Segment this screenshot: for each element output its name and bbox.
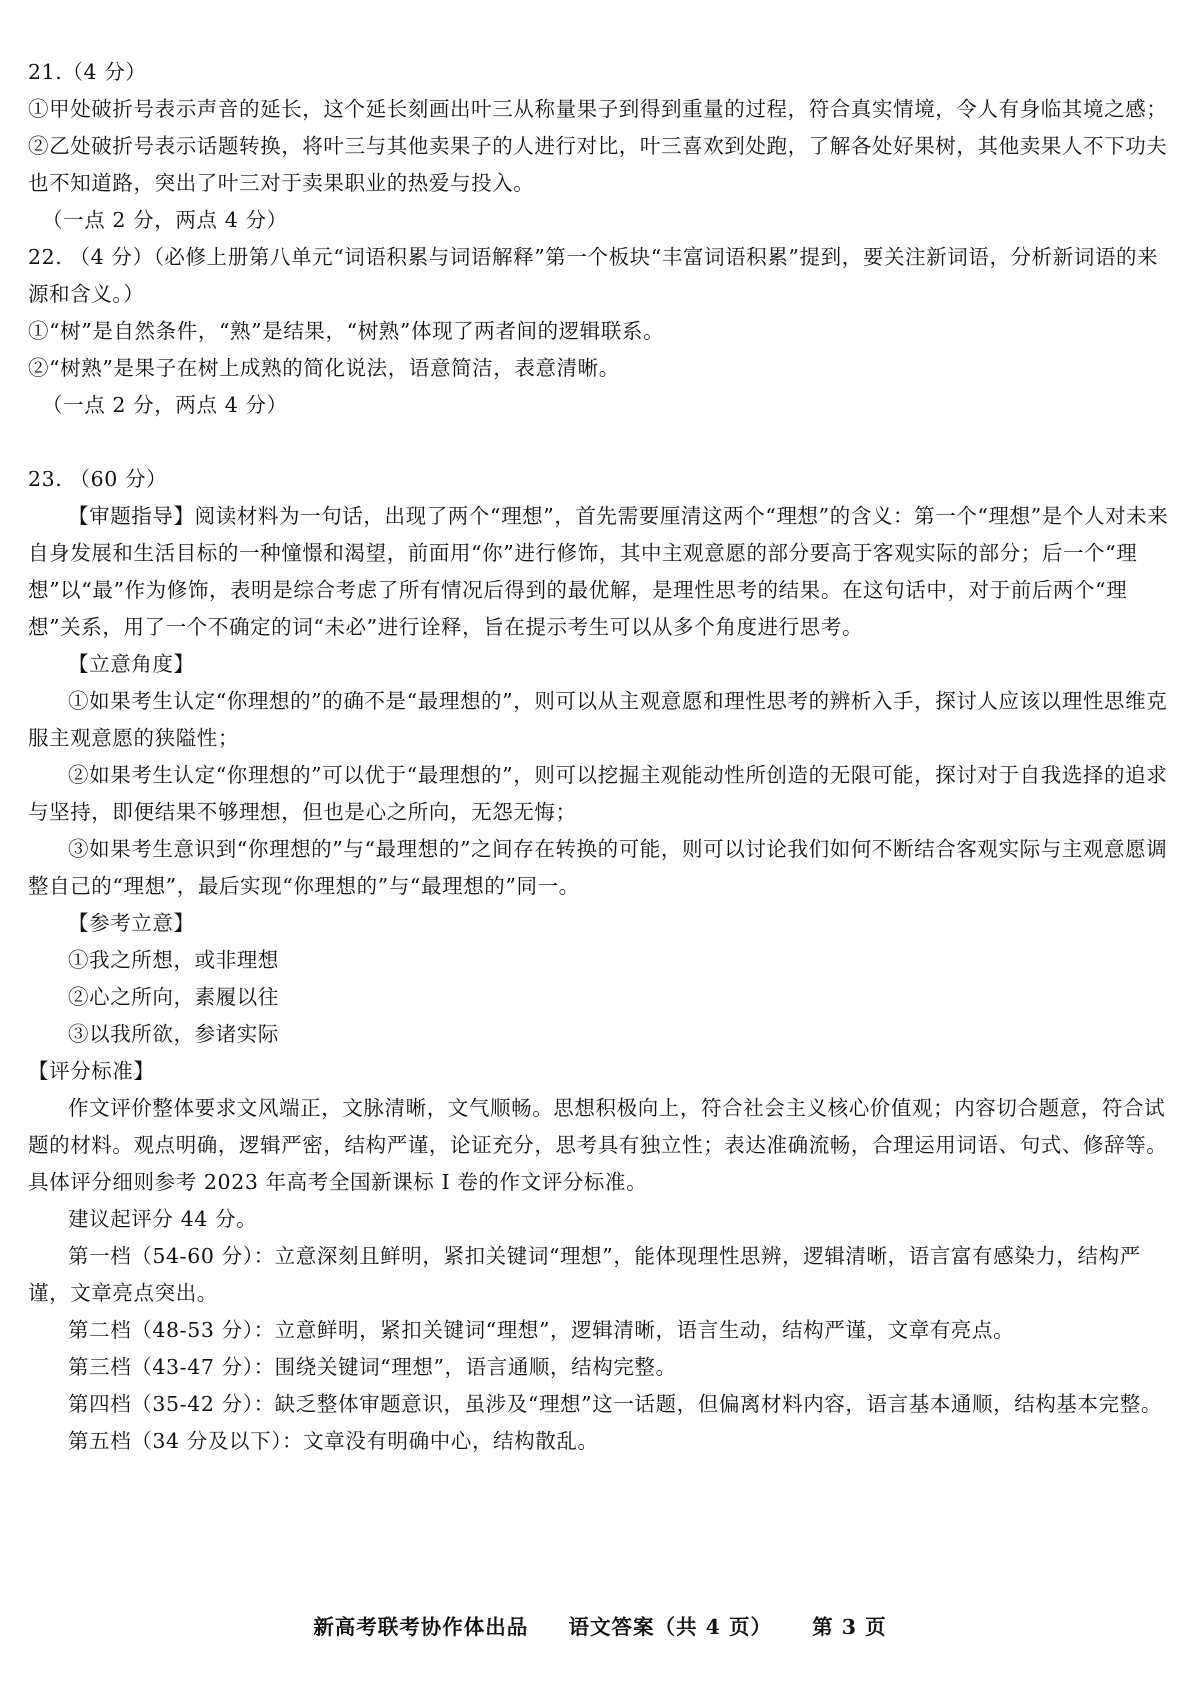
q23-header: 23. （60 分） <box>28 467 168 491</box>
q23-ref-2: ②心之所向，素履以往 <box>68 985 279 1009</box>
q23-criteria-text: 作文评价整体要求文风端正，文脉清晰，文气顺畅。思想积极向上，符合社会主义核心价值观；内容切合题意，符合试题的材料。观点明确，逻辑严密，结构严谨，论证充分，思考具有独立性；表达准确流畅，合理运用词语、句式、修辞等。具体评分细则参考 2023 年高考全国新课标 I 卷的作文评分标准。 <box>28 1096 1168 1194</box>
q23-ref-1: ①我之所想，或非理想 <box>68 948 279 972</box>
section-spacer <box>28 424 1178 461</box>
q23-criteria-title: 【评分标准】 <box>28 1059 155 1083</box>
question-22 <box>28 239 1178 424</box>
q23-tier-3: 第三档（43-47 分）：围绕关键词“理想”，语言通顺，结构完整。 <box>68 1355 677 1379</box>
q23-tier-4: 第四档（35-42 分）：缺乏整体审题意识，虽涉及“理想”这一话题，但偏离材料内容，语言基本通顺，结构基本完整。 <box>68 1392 1162 1416</box>
q23-guide: 【审题指导】阅读材料为一句话，出现了两个“理想”，首先需要厘清这两个“理想”的含义：第一个“理想”是个人对未来自身发展和生活目标的一种憧憬和渴望，前面用“你”进行修饰，其中主观意愿的部分要高于客观实际的部分；后一个“理想”以“最”作为修饰，表明是综合考虑了所有情况后得到的最优解，是理性思考的结果。在这句话中，对于前后两个“理想”关系，用了一个不确定的词“未必”进行诠释，旨在提示考生可以从多个角度进行思考。 <box>28 504 1169 639</box>
question-23 <box>28 461 1178 1460</box>
q23-ref-3: ③以我所欲，参诸实际 <box>68 1022 279 1046</box>
footer-page-number: 第 3 页 <box>812 1615 887 1639</box>
page-content <box>28 54 1178 1460</box>
q22-point-1: ①“树”是自然条件，“熟”是结果，“树熟”体现了两者间的逻辑联系。 <box>28 319 665 343</box>
q22-point-2: ②“树熟”是果子在树上成熟的简化说法，语意简洁，表意清晰。 <box>28 356 620 380</box>
page-footer <box>0 1610 1200 1640</box>
q21-header: 21.（4 分） <box>28 60 147 84</box>
q21-point-2: ②乙处破折号表示话题转换，将叶三与其他卖果子的人进行对比，叶三喜欢到处跑，了解各处好果树，其他卖果人不下功夫也不知道路，突出了叶三对于卖果职业的热爱与投入。 <box>28 134 1168 195</box>
q22-scoring: （一点 2 分，两点 4 分） <box>42 393 288 417</box>
q21-point-1: ①甲处破折号表示声音的延长，这个延长刻画出叶三从称量果子到得到重量的过程，符合真实情境，令人有身临其境之感； <box>28 97 1168 121</box>
q21-scoring: （一点 2 分，两点 4 分） <box>42 208 288 232</box>
q23-angle-2: ②如果考生认定“你理想的”可以优于“最理想的”，则可以挖掘主观能动性所创造的无限可能，探讨对于自我选择的追求与坚持，即便结果不够理想，但也是心之所向，无怨无悔； <box>28 763 1168 824</box>
footer-subject: 语文答案（共 4 页） <box>568 1615 772 1639</box>
question-21 <box>28 54 1178 239</box>
q23-tier-5: 第五档（34 分及以下）：文章没有明确中心，结构散乱。 <box>68 1429 599 1453</box>
q22-header: 22. （4 分）（必修上册第八单元“词语积累与词语解释”第一个板块“丰富词语积累”提到，要关注新词语，分析新词语的来源和含义。） <box>28 245 1159 306</box>
q23-angle-3: ③如果考生意识到“你理想的”与“最理想的”之间存在转换的可能，则可以讨论我们如何不断结合客观实际与主观意愿调整自己的“理想”，最后实现“你理想的”与“最理想的”同一。 <box>28 837 1168 898</box>
q23-ref-title: 【参考立意】 <box>68 911 195 935</box>
q23-angle-1: ①如果考生认定“你理想的”的确不是“最理想的”，则可以从主观意愿和理性思考的辨析入手，探讨人应该以理性思维克服主观意愿的狭隘性； <box>28 689 1168 750</box>
q23-tier-2: 第二档（48-53 分）：立意鲜明，紧扣关键词“理想”，逻辑清晰，语言生动，结构严谨，文章有亮点。 <box>68 1318 1015 1342</box>
q23-start-score: 建议起评分 44 分。 <box>68 1207 258 1231</box>
footer-publisher: 新高考联考协作体出品 <box>313 1615 529 1639</box>
q23-tier-1: 第一档（54-60 分）：立意深刻且鲜明，紧扣关键词“理想”，能体现理性思辨，逻辑清晰，语言富有感染力，结构严谨，文章亮点突出。 <box>28 1244 1141 1305</box>
q23-angle-title: 【立意角度】 <box>68 652 195 676</box>
